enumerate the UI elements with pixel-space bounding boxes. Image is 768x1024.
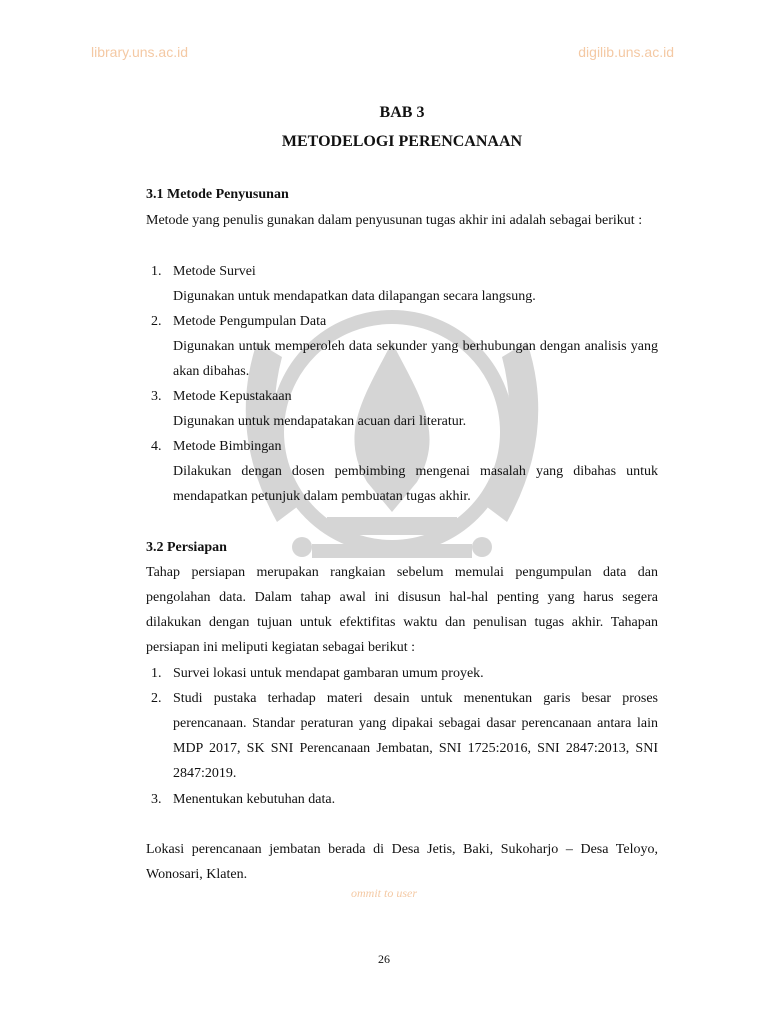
list-item-desc: Digunakan untuk memperoleh data sekunder yang berhubungan dengan analisis yang akan dibahas. <box>173 339 658 379</box>
list-item-title: Metode Kepustakaan <box>173 389 292 404</box>
list-item-text: Menentukan kebutuhan data. <box>173 792 336 807</box>
list-number: 2. <box>151 314 162 329</box>
list-item-text: Survei lokasi untuk mendapat gambaran umum proyek. <box>173 666 484 681</box>
list-number: 3. <box>151 792 162 807</box>
list-item-title: Metode Bimbingan <box>173 439 282 454</box>
list-item-desc: Digunakan untuk mendapatkan data dilapangan secara langsung. <box>173 289 536 304</box>
section-2-intro: Tahap persiapan merupakan rangkaian sebelum memulai pengumpulan data dan pengolahan data. Dalam tahap awal ini disusun hal-hal penting yang harus segera dilakukan dengan tujuan untuk efektifitas waktu dan penulisan tugas akhir. Tahapan persiapan ini meliputi kegiatan sebagai berikut : <box>146 565 658 655</box>
list-item-text: Studi pustaka terhadap materi desain untuk menentukan garis besar proses perencanaan. Standar peraturan yang dipakai sebagai dasar perencanaan antara lain MDP 2017, SK SNI Perencanaan Jembatan, SNI 1725:2016, SNI 2847:2013, SNI 2847:2019. <box>173 691 658 781</box>
section-1-intro: Metode yang penulis gunakan dalam penyusunan tugas akhir ini adalah sebagai berikut : <box>146 213 643 228</box>
list-number: 1. <box>151 264 162 279</box>
watermark-digilib: digilib.uns.ac.id <box>578 44 674 60</box>
chapter-number: BAB 3 <box>379 104 425 121</box>
list-item-title: Metode Survei <box>173 264 256 279</box>
footer-watermark: ommit to user <box>351 886 417 900</box>
section-heading-3-2: 3.2 Persiapan <box>146 540 227 555</box>
list-number: 1. <box>151 666 162 681</box>
list-item-desc: Digunakan untuk mendapatakan acuan dari literatur. <box>173 414 467 429</box>
chapter-title: METODELOGI PERENCANAAN <box>281 133 523 150</box>
list-number: 3. <box>151 389 162 404</box>
section-heading-3-1: 3.1 Metode Penyusunan <box>146 187 289 202</box>
list-item-title: Metode Pengumpulan Data <box>173 314 327 329</box>
list-number: 2. <box>151 691 162 706</box>
location-paragraph: Lokasi perencanaan jembatan berada di Desa Jetis, Baki, Sukoharjo – Desa Teloyo, Wonosari, Klaten. <box>146 842 658 882</box>
list-item-desc: Dilakukan dengan dosen pembimbing mengenai masalah yang dibahas untuk mendapatkan petunjuk dalam pembuatan tugas akhir. <box>173 464 658 504</box>
page-number: 26 <box>378 952 390 966</box>
list-number: 4. <box>151 439 162 454</box>
watermark-library: library.uns.ac.id <box>91 44 189 60</box>
